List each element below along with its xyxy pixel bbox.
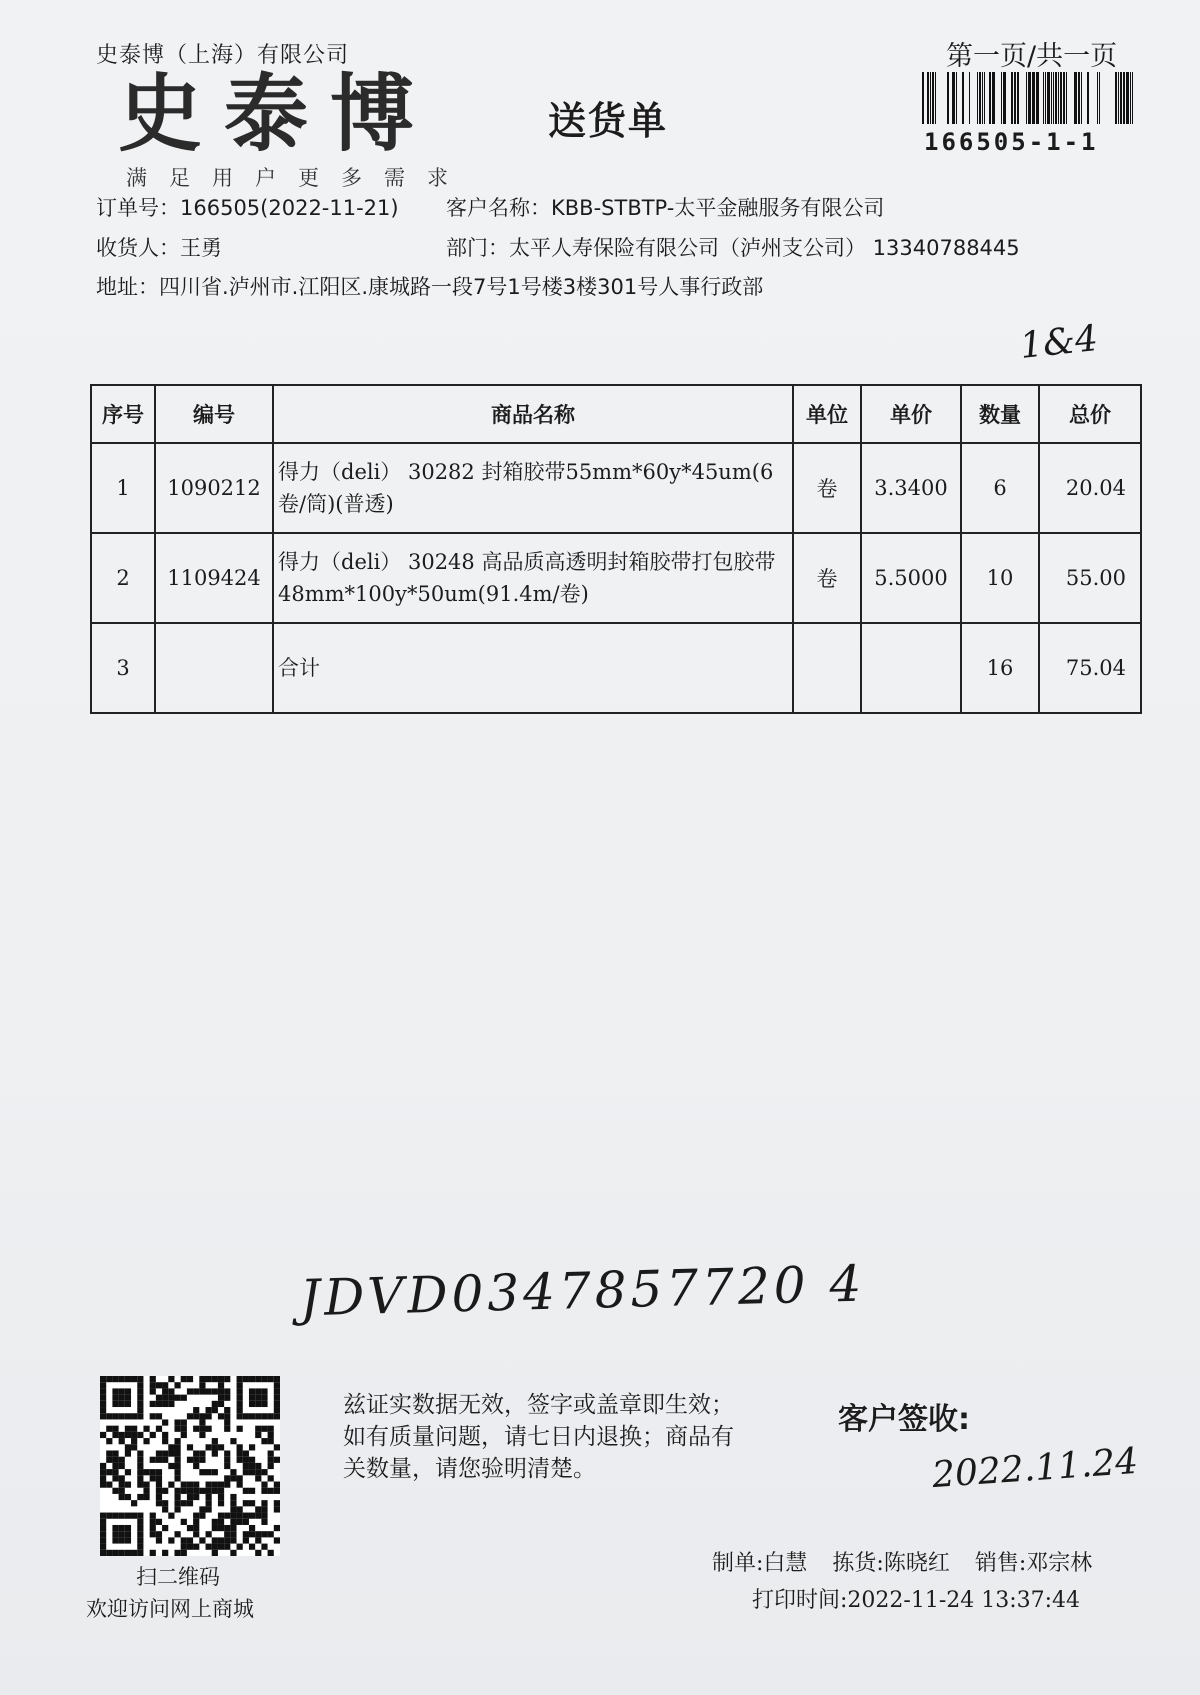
customer-sign-label: 客户签收: — [838, 1402, 970, 1437]
picked-by: 拣货:陈晓红 — [832, 1551, 950, 1576]
cell-seq: 1 — [91, 443, 155, 533]
qr-code-icon[interactable] — [100, 1376, 280, 1556]
delivery-address: 地址：四川省.泸州市.江阳区.康城路一段7号1号楼3楼301号人事行政部 — [96, 275, 764, 299]
cell-code — [155, 623, 273, 713]
table-row — [91, 533, 1141, 623]
cell-code: 1109424 — [155, 533, 273, 623]
order-number: 订单号：166505(2022-11-21) — [96, 196, 399, 220]
handwritten-note: 1&4 — [1018, 318, 1100, 367]
cell-total: 55.00 — [1039, 533, 1141, 623]
barcode-number: 166505-1-1 — [924, 128, 1099, 156]
table-header-row — [91, 385, 1141, 443]
cell-name: 得力（deli） 30248 高品质高透明封箱胶带打包胶带48mm*100y*50um(91.4m/卷) — [273, 533, 793, 623]
header-name: 商品名称 — [273, 385, 793, 443]
document-title: 送货单 — [548, 99, 669, 143]
header-total: 总价 — [1039, 385, 1141, 443]
table-row — [91, 443, 1141, 533]
table-row-total — [91, 623, 1141, 713]
handwritten-sign-date: 2022.11.24 — [930, 1440, 1140, 1497]
cell-unit: 卷 — [793, 443, 861, 533]
cell-unit — [793, 623, 861, 713]
company-name: 史泰博（上海）有限公司 — [96, 43, 350, 68]
header-price: 单价 — [861, 385, 961, 443]
company-slogan: 满足用户更多需求 — [126, 166, 470, 190]
cell-price — [861, 623, 961, 713]
receiver-name: 收货人：王勇 — [96, 236, 222, 260]
made-by: 制单:白慧 — [712, 1551, 808, 1576]
qr-caption-visit: 欢迎访问网上商城 — [86, 1597, 254, 1621]
cell-unit: 卷 — [793, 533, 861, 623]
header-code: 编号 — [155, 385, 273, 443]
cell-seq: 2 — [91, 533, 155, 623]
sales-person: 销售:邓宗林 — [974, 1551, 1093, 1576]
items-table — [90, 384, 1142, 714]
department-info: 部门：太平人寿保险有限公司（泸州支公司） 13340788445 — [446, 236, 1020, 260]
customer-name: 客户名称：KBB-STBTP-太平金融服务有限公司 — [446, 196, 885, 220]
cell-qty: 16 — [961, 623, 1039, 713]
header-unit: 单位 — [793, 385, 861, 443]
barcode-icon — [922, 72, 1134, 124]
page-indicator: 第一页/共一页 — [946, 41, 1118, 72]
header-seq: 序号 — [91, 385, 155, 443]
handwritten-tracking-number: JDVD0347857720 4 — [299, 1254, 866, 1328]
cell-total: 75.04 — [1039, 623, 1141, 713]
cell-name: 合计 — [273, 623, 793, 713]
header-qty: 数量 — [961, 385, 1039, 443]
cell-seq: 3 — [91, 623, 155, 713]
cell-code: 1090212 — [155, 443, 273, 533]
print-time: 打印时间:2022-11-24 13:37:44 — [752, 1588, 1081, 1613]
company-logo: 史泰博 — [118, 65, 437, 163]
staff-info — [712, 1546, 1106, 1577]
cell-qty: 6 — [961, 443, 1039, 533]
cell-total: 20.04 — [1039, 443, 1141, 533]
cell-price: 5.5000 — [861, 533, 961, 623]
cell-qty: 10 — [961, 533, 1039, 623]
qr-caption-scan: 扫二维码 — [136, 1565, 220, 1589]
notice-text: 兹证实数据无效，签字或盖章即生效；如有质量问题，请七日内退换；商品有关数量，请您验明清楚。 — [343, 1392, 734, 1482]
cell-name: 得力（deli） 30282 封箱胶带55mm*60y*45um(6卷/筒)(普透) — [273, 443, 793, 533]
cell-price: 3.3400 — [861, 443, 961, 533]
